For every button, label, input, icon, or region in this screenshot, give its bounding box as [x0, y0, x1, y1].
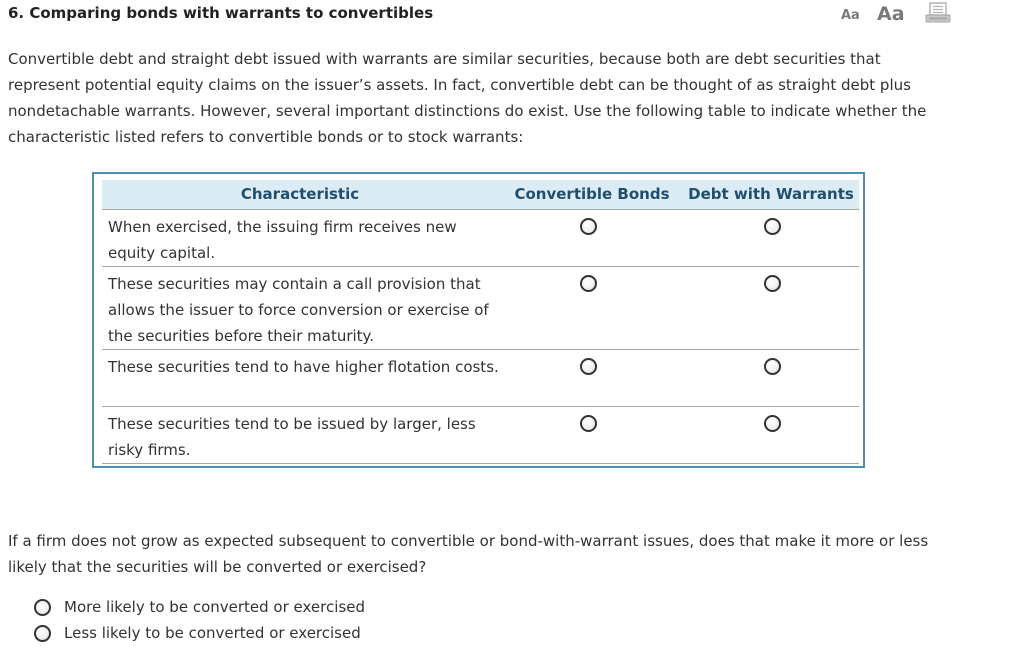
convertible-bonds-radio[interactable] [580, 218, 597, 235]
followup-question: If a firm does not grow as expected subsequent to convertible or bond-with-warrant issues, does that make it more or less likely that the securities will be converted or exercised? [8, 532, 929, 576]
characteristics-table [92, 172, 865, 468]
convertible-bonds-radio[interactable] [580, 275, 597, 292]
more-likely-radio[interactable] [34, 599, 51, 616]
characteristic-cell: These securities may contain a call provision that allows the issuer to force conversion or exercise of the securities before their maturity. [108, 275, 489, 345]
intro-paragraph: Convertible debt and straight debt issued with warrants are similar securities, because both are debt securities that represent potential equity claims on the issuer’s assets. In fact, convertible debt can be thought of as straight debt plus nondetachable warrants. However, several important distinctions do exist. Use the following table to indicate whether the characteristic listed refers to convertible bonds or to stock warrants: [8, 50, 927, 146]
convertible-bonds-radio[interactable] [580, 415, 597, 432]
increase-font-button[interactable]: Aa [877, 3, 905, 25]
header-debt-with-warrants: Debt with Warrants [688, 185, 854, 203]
debt-with-warrants-radio[interactable] [764, 358, 781, 375]
table-row [102, 210, 859, 267]
table-row [102, 350, 859, 407]
less-likely-radio[interactable] [34, 625, 51, 642]
print-icon[interactable] [925, 2, 951, 24]
less-likely-label: Less likely to be converted or exercised [64, 624, 361, 642]
table-header-row [102, 180, 859, 210]
question-title: 6. Comparing bonds with warrants to convertibles [8, 4, 434, 22]
more-likely-label: More likely to be converted or exercised [64, 598, 365, 616]
characteristic-cell: These securities tend to be issued by larger, less risky firms. [108, 415, 476, 459]
convertible-bonds-radio[interactable] [580, 358, 597, 375]
answer-option-more-likely[interactable] [34, 596, 394, 618]
table-row [102, 267, 859, 350]
text-tools [841, 2, 961, 26]
answer-option-less-likely[interactable] [34, 622, 394, 644]
question-header [8, 2, 1024, 26]
characteristic-cell: These securities tend to have higher flotation costs. [108, 358, 499, 376]
header-convertible-bonds: Convertible Bonds [514, 185, 670, 203]
header-characteristic: Characteristic [240, 185, 360, 203]
decrease-font-button[interactable]: Aa [841, 8, 860, 23]
characteristic-cell: When exercised, the issuing firm receives new equity capital. [108, 218, 457, 262]
debt-with-warrants-radio[interactable] [764, 275, 781, 292]
table-row [102, 407, 859, 464]
debt-with-warrants-radio[interactable] [764, 415, 781, 432]
debt-with-warrants-radio[interactable] [764, 218, 781, 235]
